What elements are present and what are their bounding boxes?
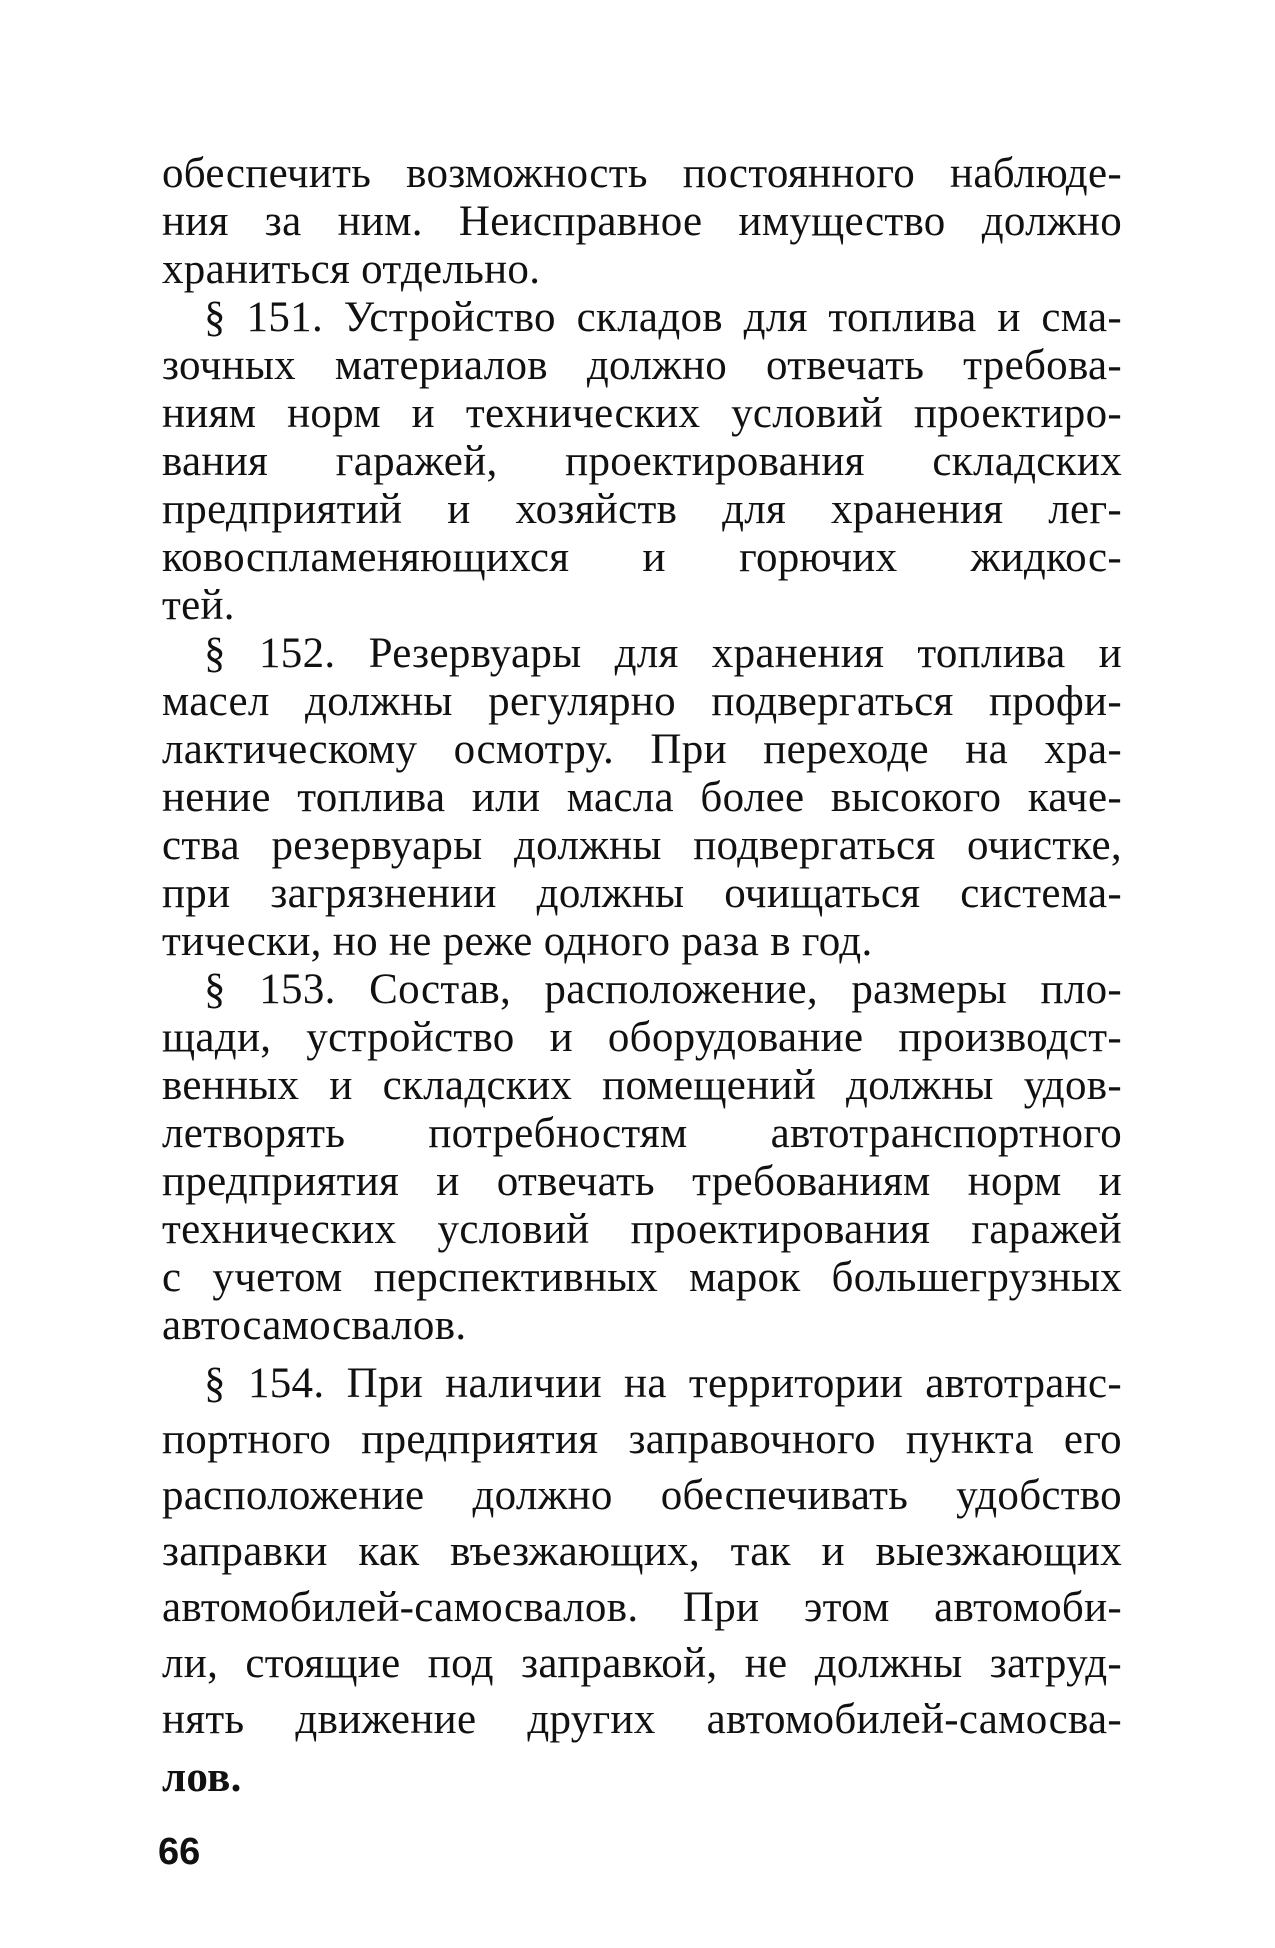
text-line: венных и складских помещений должны удов- xyxy=(162,1062,1122,1109)
text-line: тически, но не реже одного раза в год. xyxy=(162,918,873,965)
text-line: тей. xyxy=(162,582,235,629)
text-line: предприятий и хозяйств для хранения лег- xyxy=(162,486,1122,533)
text-line: нять движение других автомобилей-самосва- xyxy=(162,1696,1122,1743)
text-line: заправки как въезжающих, так и выезжающих xyxy=(162,1528,1122,1575)
text-line: лов. xyxy=(162,1754,242,1801)
text-line: зочных материалов должно отвечать требова- xyxy=(162,342,1122,389)
text-line: ли, стоящие под заправкой, не должны затруд- xyxy=(162,1640,1122,1687)
paragraph-154-start: § 154. При наличии на территории автотранс- xyxy=(204,1360,1122,1407)
text-line: обеспечить возможность постоянного наблюде- xyxy=(162,150,1122,197)
text-line: вания гаражей, проектирования складских xyxy=(162,438,1122,485)
text-line: щади, устройство и оборудование производст- xyxy=(162,1014,1122,1061)
text-line: храниться отдельно. xyxy=(162,246,541,293)
paragraph-153-start: § 153. Состав, расположение, размеры пло- xyxy=(204,966,1122,1013)
text-line: ковоспламеняющихся и горючих жидкос- xyxy=(162,534,1122,581)
text-line: автомобилей-самосвалов. При этом автомоби- xyxy=(162,1584,1122,1631)
text-line: ства резервуары должны подвергаться очистке, xyxy=(162,822,1122,869)
text-line: предприятия и отвечать требованиям норм и xyxy=(162,1158,1122,1205)
text-line: летворять потребностям автотранспортного xyxy=(162,1110,1122,1157)
text-line: технических условий проектирования гаражей xyxy=(162,1206,1122,1253)
page-number: 66 xyxy=(158,1831,201,1873)
text-line: лактическому осмотру. При переходе на хра- xyxy=(162,726,1122,773)
text-line: ниям норм и технических условий проектиро- xyxy=(162,390,1122,437)
paragraph-151-start: § 151. Устройство складов для топлива и сма- xyxy=(204,294,1122,341)
text-line: ния за ним. Неисправное имущество должно xyxy=(162,198,1122,245)
text-line: нение топлива или масла более высокого каче- xyxy=(162,774,1122,821)
text-line: масел должны регулярно подвергаться профи- xyxy=(162,678,1122,725)
text-line: расположение должно обеспечивать удобство xyxy=(162,1472,1122,1519)
text-line: с учетом перспективных марок большегрузных xyxy=(162,1254,1122,1301)
text-line: автосамосвалов. xyxy=(162,1302,467,1349)
paragraph-152-start: § 152. Резервуары для хранения топлива и xyxy=(204,630,1122,677)
text-line: при загрязнении должны очищаться система- xyxy=(162,870,1122,917)
text-line: портного предприятия заправочного пункта его xyxy=(162,1416,1122,1463)
